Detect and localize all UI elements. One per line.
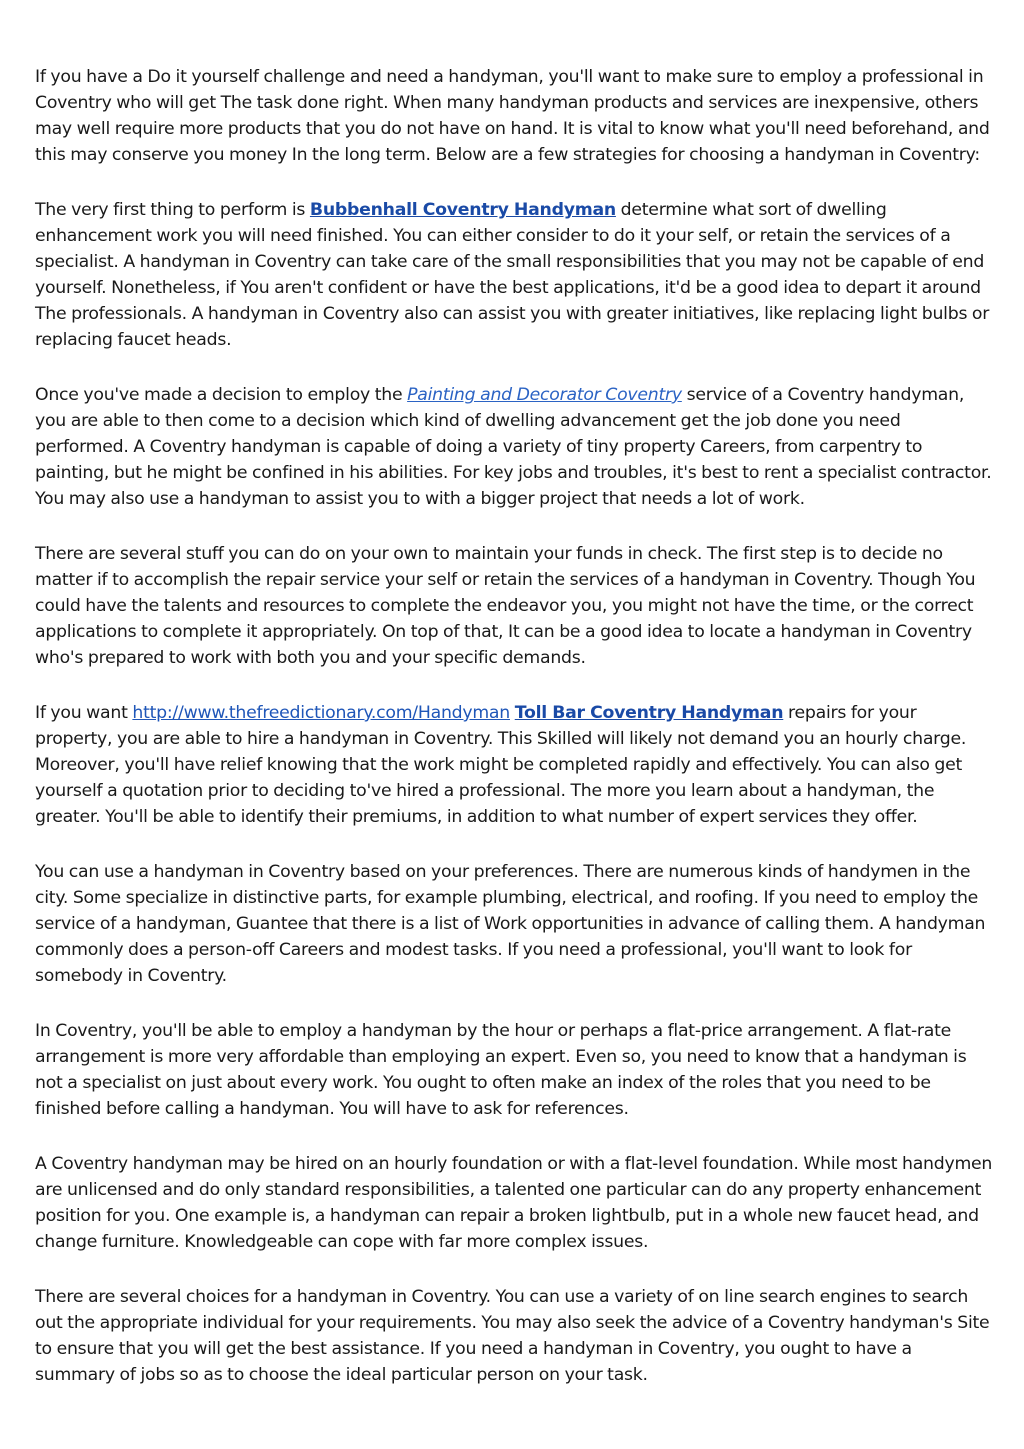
paragraph-intro-text: If you have a Do it yourself challenge and need a handyman, you'll want to make sure to employ a professional in Coventry who will get The task done right. When many handyman products and services are inexpensive, others may well require more products that you do not have on hand. It is vital to know what you'll need beforehand, and this may conserve you money In the long term. Below are a few strategies for choosing a handyman in Coventry:: [35, 67, 990, 165]
paragraph-decision-before: Once you've made a decision to employ the: [35, 385, 408, 405]
paragraph-repairs-before: If you want: [35, 703, 133, 723]
paragraph-choices-text: There are several choices for a handyman in Coventry. You can use a variety of on line search engines to search out the appropriate individual for your requirements. You may also seek the advice of a Coventry handyman's Site to ensure that you will get the best assistance. If you need a handyman in Coventry, you ought to have a summary of jobs so as to choose the ideal particular person on your task.: [35, 1287, 990, 1385]
paragraph-repairs: [35, 700, 995, 830]
painting-decorator-link[interactable]: Painting and Decorator Coventry: [407, 385, 682, 405]
paragraph-hourly: [35, 1018, 995, 1122]
paragraph-hourly-text: In Coventry, you'll be able to employ a handyman by the hour or perhaps a flat-price arrangement. A flat-rate arrangement is more very affordable than employing an expert. Even so, you need to know that a handyman is not a specialist on just about every work. You ought to often make an index of the roles that you need to be finished before calling a handyman. You will have to ask for references.: [35, 1021, 967, 1119]
document-page: [35, 64, 995, 1417]
paragraph-preferences: [35, 859, 995, 989]
paragraph-flat-level: [35, 1151, 995, 1255]
paragraph-flat-level-text: A Coventry handyman may be hired on an hourly foundation or with a flat-level foundation. While most handymen are unlicensed and do only standard responsibilities, a talented one particular can do any property enhancement position for you. One example is, a handyman can repair a broken lightbulb, put in a whole new faucet head, and change furniture. Knowledgeable can cope with far more complex issues.: [35, 1154, 993, 1252]
paragraph-decision: [35, 382, 995, 512]
paragraph-first-step: [35, 197, 995, 353]
paragraph-choices: [35, 1284, 995, 1388]
paragraph-first-step-after: determine what sort of dwelling enhancement work you will need finished. You can either consider to do it your self, or retain the services of a specialist. A handyman in Coventry can take care of the small responsibilities that you may not be capable of end yourself. Nonetheless, if You aren't confident or have the best applications, it'd be a good idea to depart it around The professionals. A handyman in Coventry also can assist you with greater initiatives, like replacing light bulbs or replacing faucet heads.: [35, 200, 990, 350]
paragraph-repairs-after: repairs for your property, you are able to hire a handyman in Coventry. This Skilled will likely not demand you an hourly charge. Moreover, you'll have relief knowing that the work might be completed rapidly and effectively. You can also get yourself a quotation prior to deciding to've hired a professional. The more you learn about a handyman, the greater. You'll be able to identify their premiums, in addition to what number of expert services they offer.: [35, 703, 967, 827]
freedictionary-handyman-link[interactable]: http://www.thefreedictionary.com/Handyman: [132, 703, 510, 723]
paragraph-funds: [35, 541, 995, 671]
toll-bar-handyman-link[interactable]: Toll Bar Coventry Handyman: [514, 703, 784, 723]
paragraph-first-step-before: The very first thing to perform is: [35, 200, 310, 220]
paragraph-intro: [35, 64, 995, 168]
paragraph-preferences-text: You can use a handyman in Coventry based on your preferences. There are numerous kinds of handymen in the city. Some specialize in distinctive parts, for example plumbing, electrical, and roofing. If you need to employ the service of a handyman, Guantee that there is a list of Work opportunities in advance of calling them. A handyman commonly does a person-off Careers and modest tasks. If you need a professional, you'll want to look for somebody in Coventry.: [35, 862, 986, 986]
paragraph-decision-after: service of a Coventry handyman, you are able to then come to a decision which kind of dwelling advancement get the job done you need performed. A Coventry handyman is capable of doing a variety of tiny property Careers, from carpentry to painting, but he might be confined in his abilities. For key jobs and troubles, it's best to rent a specialist contractor. You may also use a handyman to assist you to with a bigger project that needs a lot of work.: [35, 385, 992, 509]
paragraph-funds-text: There are several stuff you can do on your own to maintain your funds in check. The first step is to decide no matter if to accomplish the repair service your self or retain the services of a handyman in Coventry. Though You could have the talents and resources to complete the endeavor you, you might not have the time, or the correct applications to complete it appropriately. On top of that, It can be a good idea to locate a handyman in Coventry who's prepared to work with both you and your specific demands.: [35, 544, 976, 668]
bubbenhall-handyman-link[interactable]: Bubbenhall Coventry Handyman: [309, 200, 616, 220]
